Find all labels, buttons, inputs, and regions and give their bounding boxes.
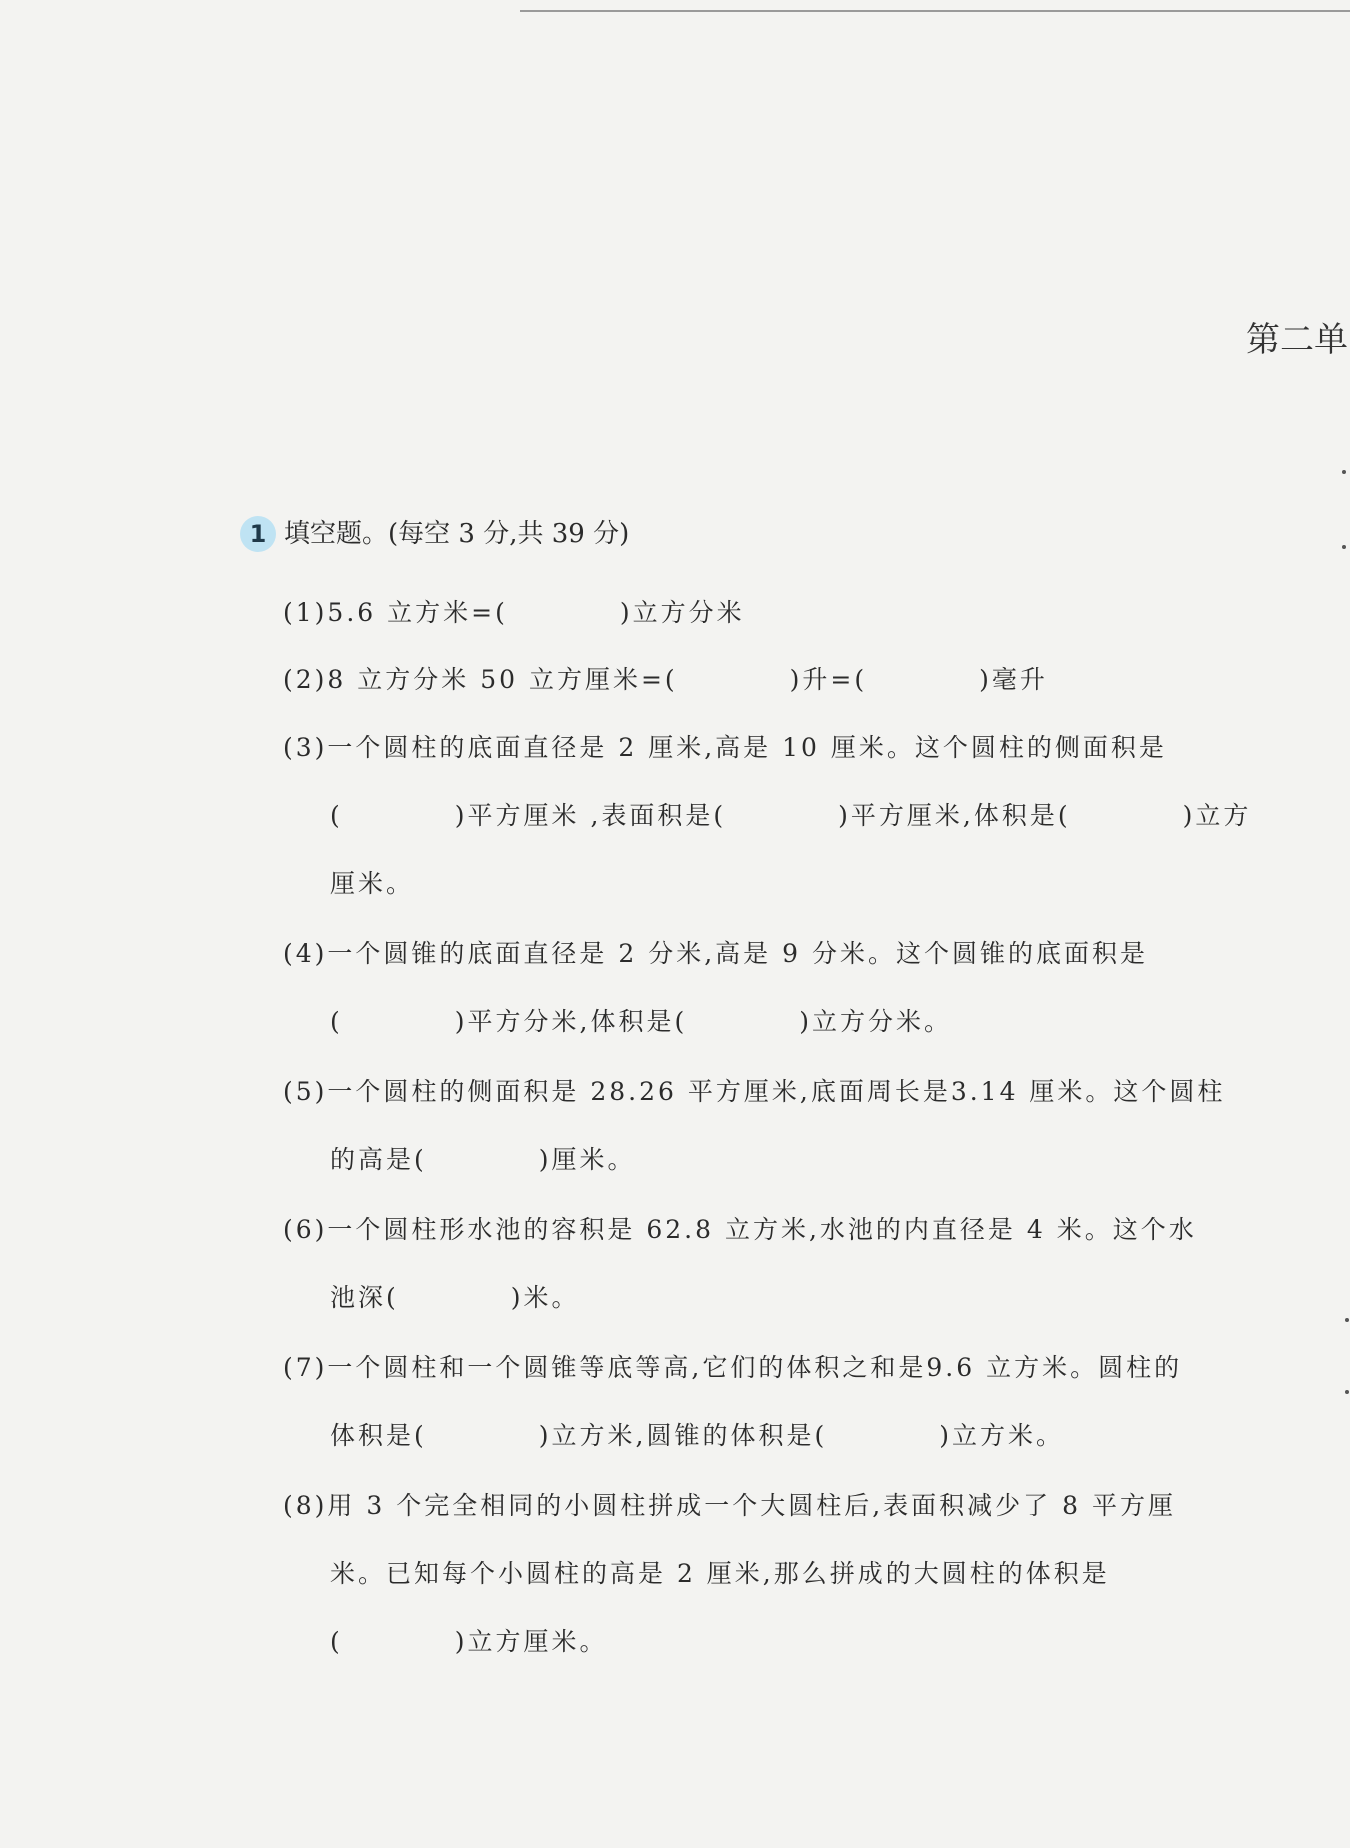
- section-title: 填空题。(每空 3 分,共 39 分): [284, 519, 630, 549]
- top-rule: [520, 10, 1350, 12]
- scan-mark: [1345, 1390, 1349, 1394]
- question-3-line-2: ( )平方厘米 ,表面积是( )平方厘米,体积是( )立方: [330, 801, 1252, 830]
- question-2: (2)8 立方分米 50 立方厘米=( )升=( )毫升: [283, 665, 1048, 694]
- scan-mark: [1342, 545, 1346, 549]
- question-8-line-2: 米。已知每个小圆柱的高是 2 厘米,那么拼成的大圆柱的体积是: [330, 1559, 1110, 1588]
- section-number-badge: 1: [240, 516, 276, 552]
- question-7-line-2: 体积是( )立方米,圆锥的体积是( )立方米。: [330, 1421, 1064, 1450]
- question-6-line-1: (6)一个圆柱形水池的容积是 62.8 立方米,水池的内直径是 4 米。这个水: [283, 1215, 1197, 1244]
- question-3-line-1: (3)一个圆柱的底面直径是 2 厘米,高是 10 厘米。这个圆柱的侧面积是: [283, 733, 1167, 762]
- question-7-line-1: (7)一个圆柱和一个圆锥等底等高,它们的体积之和是9.6 立方米。圆柱的: [283, 1353, 1183, 1382]
- question-1: (1)5.6 立方米=( )立方分米: [283, 598, 745, 627]
- question-4-line-1: (4)一个圆锥的底面直径是 2 分米,高是 9 分米。这个圆锥的底面积是: [283, 939, 1148, 968]
- question-6-line-2: 池深( )米。: [330, 1283, 580, 1312]
- question-5-line-1: (5)一个圆柱的侧面积是 28.26 平方厘米,底面周长是3.14 厘米。这个圆柱: [283, 1077, 1226, 1106]
- scan-mark: [1342, 470, 1346, 474]
- question-3-line-3: 厘米。: [330, 869, 415, 898]
- scan-mark: [1345, 1318, 1349, 1322]
- unit-title: 第二单: [1246, 320, 1348, 360]
- question-4-line-2: ( )平方分米,体积是( )立方分米。: [330, 1007, 952, 1036]
- question-8-line-1: (8)用 3 个完全相同的小圆柱拼成一个大圆柱后,表面积减少了 8 平方厘: [283, 1491, 1176, 1520]
- question-8-line-3: ( )立方厘米。: [330, 1627, 608, 1656]
- question-5-line-2: 的高是( )厘米。: [330, 1145, 636, 1174]
